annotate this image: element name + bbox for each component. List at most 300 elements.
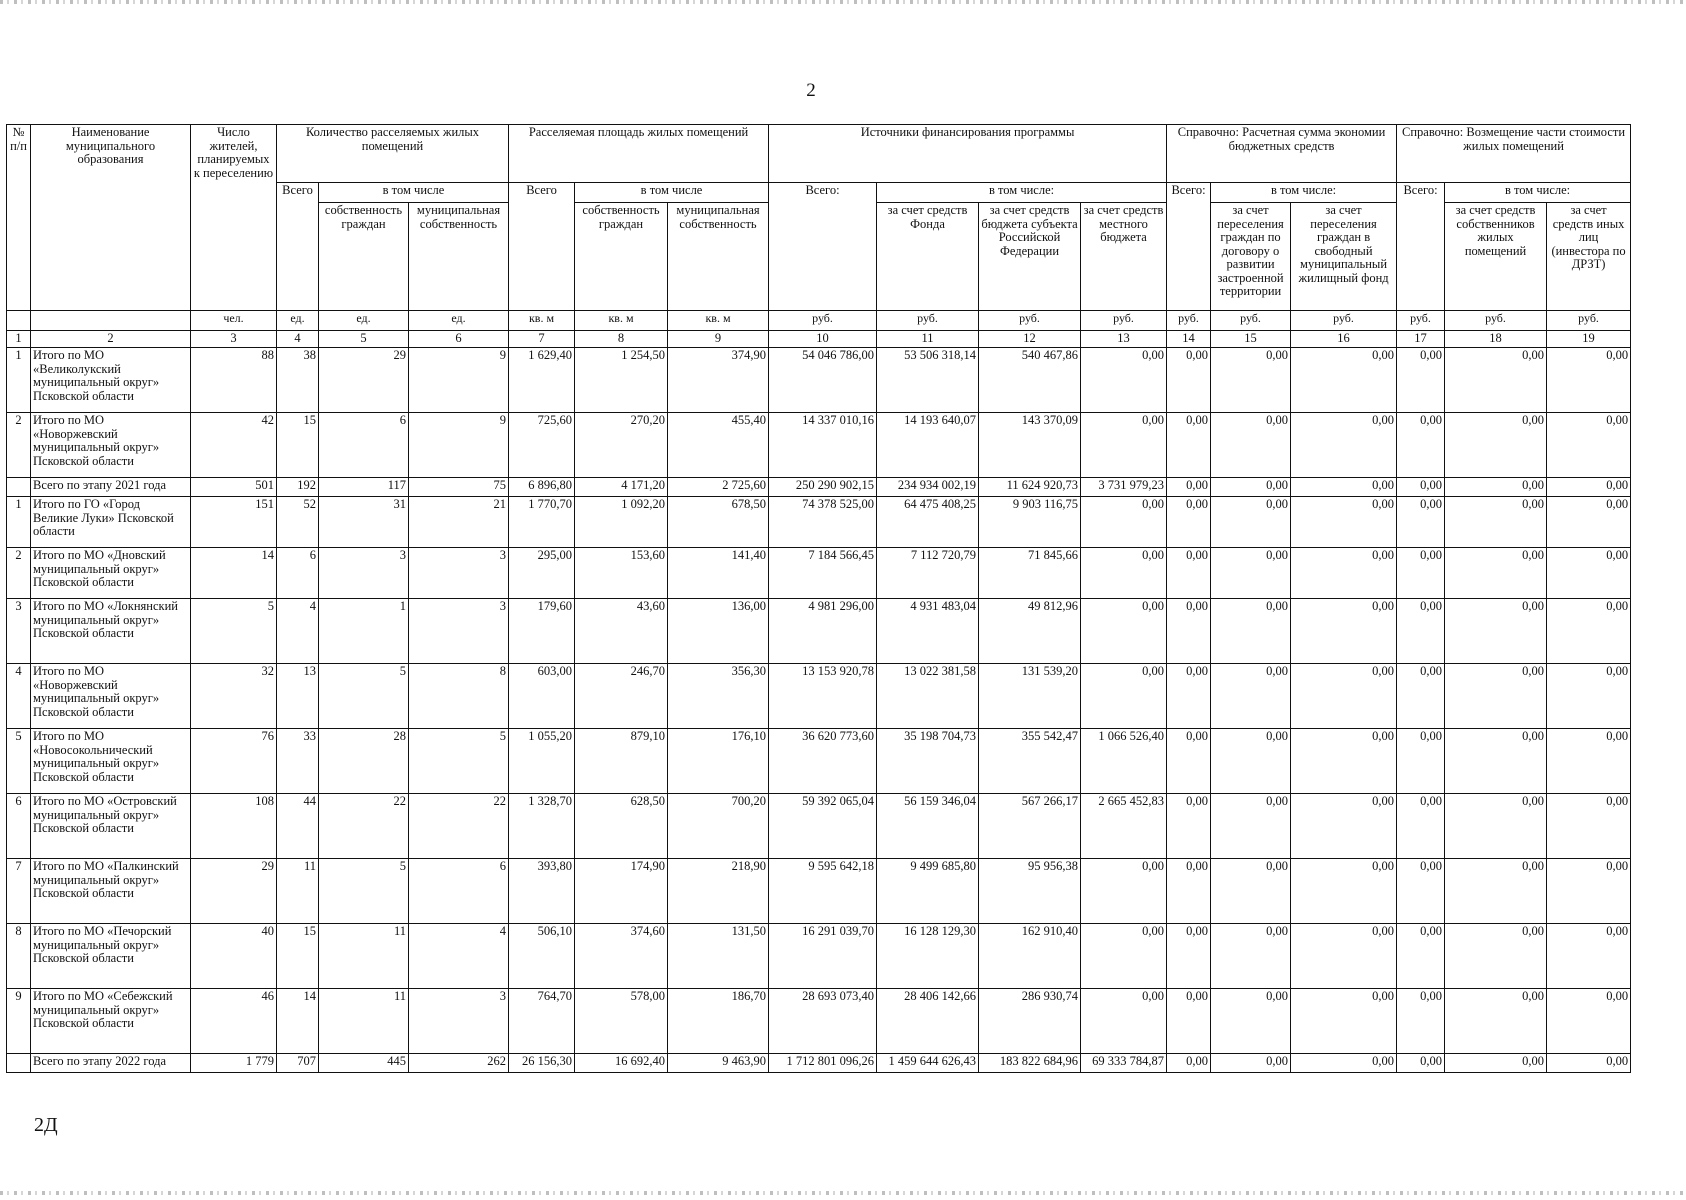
value-cell: 0,00 <box>1445 478 1547 497</box>
value-cell: 4 <box>409 924 509 989</box>
value-cell: 9 903 116,75 <box>979 497 1081 548</box>
value-cell: 0,00 <box>1211 348 1291 413</box>
value-cell: 0,00 <box>1081 989 1167 1054</box>
column-number: 8 <box>575 331 668 348</box>
units-cell: руб. <box>1547 311 1631 331</box>
units-cell: ед. <box>277 311 319 331</box>
table-row <box>7 664 1631 729</box>
value-cell: 250 290 902,15 <box>769 478 877 497</box>
value-cell: 143 370,09 <box>979 413 1081 478</box>
header-col-no: № п/п <box>7 125 31 311</box>
value-cell: 0,00 <box>1291 478 1397 497</box>
header-comp-owners: за счет средств собственников жилых помещений <box>1445 203 1547 311</box>
value-cell: 31 <box>319 497 409 548</box>
table-row <box>7 859 1631 924</box>
municipality-name: Итого по МО «Печорский муниципальный округ» Псковской области <box>31 924 191 989</box>
value-cell: 179,60 <box>509 599 575 664</box>
table-row <box>7 794 1631 859</box>
table-body <box>7 348 1631 1073</box>
value-cell: 603,00 <box>509 664 575 729</box>
header-sources-regional: за счет средств бюджета субъекта Российской Федерации <box>979 203 1081 311</box>
value-cell: 0,00 <box>1397 348 1445 413</box>
value-cell: 0,00 <box>1445 729 1547 794</box>
value-cell: 0,00 <box>1547 478 1631 497</box>
value-cell: 9 <box>409 413 509 478</box>
value-cell: 700,20 <box>668 794 769 859</box>
value-cell: 16 128 129,30 <box>877 924 979 989</box>
row-number: 3 <box>7 599 31 664</box>
column-number: 2 <box>31 331 191 348</box>
column-number: 19 <box>1547 331 1631 348</box>
column-number: 13 <box>1081 331 1167 348</box>
column-number: 1 <box>7 331 31 348</box>
value-cell: 1 066 526,40 <box>1081 729 1167 794</box>
value-cell: 16 692,40 <box>575 1054 668 1073</box>
table-total-row <box>7 478 1631 497</box>
value-cell: 33 <box>277 729 319 794</box>
value-cell: 0,00 <box>1291 664 1397 729</box>
value-cell: 0,00 <box>1547 989 1631 1054</box>
value-cell: 26 156,30 <box>509 1054 575 1073</box>
value-cell: 49 812,96 <box>979 599 1081 664</box>
value-cell: 22 <box>319 794 409 859</box>
value-cell: 0,00 <box>1167 548 1211 599</box>
column-number: 16 <box>1291 331 1397 348</box>
value-cell: 1 779 <box>191 1054 277 1073</box>
value-cell: 356,30 <box>668 664 769 729</box>
value-cell: 0,00 <box>1397 859 1445 924</box>
value-cell: 0,00 <box>1167 989 1211 1054</box>
column-number: 15 <box>1211 331 1291 348</box>
value-cell: 0,00 <box>1211 664 1291 729</box>
row-number <box>7 1054 31 1073</box>
row-number: 8 <box>7 924 31 989</box>
value-cell: 131 539,20 <box>979 664 1081 729</box>
scan-noise-bottom <box>0 1191 1686 1195</box>
row-number: 6 <box>7 794 31 859</box>
column-number: 10 <box>769 331 877 348</box>
footer-code: 2Д <box>34 1114 58 1136</box>
value-cell: 5 <box>191 599 277 664</box>
value-cell: 234 934 002,19 <box>877 478 979 497</box>
value-cell: 186,70 <box>668 989 769 1054</box>
units-cell: чел. <box>191 311 277 331</box>
value-cell: 108 <box>191 794 277 859</box>
table-row <box>7 413 1631 478</box>
value-cell: 64 475 408,25 <box>877 497 979 548</box>
row-number: 4 <box>7 664 31 729</box>
value-cell: 9 499 685,80 <box>877 859 979 924</box>
value-cell: 46 <box>191 989 277 1054</box>
header-savings-free-fund: за счет переселения граждан в свободный муниципальный жилищный фонд <box>1291 203 1397 311</box>
value-cell: 9 463,90 <box>668 1054 769 1073</box>
value-cell: 131,50 <box>668 924 769 989</box>
value-cell: 0,00 <box>1547 497 1631 548</box>
value-cell: 262 <box>409 1054 509 1073</box>
value-cell: 35 198 704,73 <box>877 729 979 794</box>
value-cell: 0,00 <box>1445 548 1547 599</box>
value-cell: 3 <box>319 548 409 599</box>
value-cell: 0,00 <box>1211 548 1291 599</box>
value-cell: 52 <box>277 497 319 548</box>
value-cell: 5 <box>409 729 509 794</box>
value-cell: 4 <box>277 599 319 664</box>
column-number: 7 <box>509 331 575 348</box>
value-cell: 6 <box>319 413 409 478</box>
header-savings-dev-agreement: за счет переселения граждан по договору о развитии застроенной территории <box>1211 203 1291 311</box>
value-cell: 0,00 <box>1081 599 1167 664</box>
header-units-municipal: муниципальная собственность <box>409 203 509 311</box>
header-group-sources: Источники финансирования программы <box>769 125 1167 183</box>
table-row <box>7 548 1631 599</box>
value-cell: 0,00 <box>1397 413 1445 478</box>
value-cell: 0,00 <box>1291 924 1397 989</box>
table-row <box>7 348 1631 413</box>
column-number: 5 <box>319 331 409 348</box>
value-cell: 0,00 <box>1397 548 1445 599</box>
value-cell: 1 092,20 <box>575 497 668 548</box>
value-cell: 0,00 <box>1167 859 1211 924</box>
value-cell: 0,00 <box>1211 924 1291 989</box>
value-cell: 725,60 <box>509 413 575 478</box>
municipality-name: Итого по МО «Великолукский муниципальный округ» Псковской области <box>31 348 191 413</box>
value-cell: 0,00 <box>1445 599 1547 664</box>
value-cell: 218,90 <box>668 859 769 924</box>
value-cell: 56 159 346,04 <box>877 794 979 859</box>
value-cell: 7 112 720,79 <box>877 548 979 599</box>
value-cell: 14 <box>191 548 277 599</box>
value-cell: 71 845,66 <box>979 548 1081 599</box>
value-cell: 0,00 <box>1291 729 1397 794</box>
value-cell: 28 <box>319 729 409 794</box>
value-cell: 567 266,17 <box>979 794 1081 859</box>
header-area-municipal: муниципальная собственность <box>668 203 769 311</box>
value-cell: 13 <box>277 664 319 729</box>
value-cell: 0,00 <box>1211 729 1291 794</box>
value-cell: 15 <box>277 924 319 989</box>
header-units-total: Всего <box>277 183 319 311</box>
municipality-name: Итого по ГО «Город Великие Луки» Псковской области <box>31 497 191 548</box>
row-number: 2 <box>7 413 31 478</box>
header-sources-fund: за счет средств Фонда <box>877 203 979 311</box>
header-comp-including: в том числе: <box>1445 183 1631 203</box>
value-cell: 32 <box>191 664 277 729</box>
value-cell: 153,60 <box>575 548 668 599</box>
value-cell: 393,80 <box>509 859 575 924</box>
value-cell: 11 <box>319 989 409 1054</box>
value-cell: 0,00 <box>1291 413 1397 478</box>
value-cell: 183 822 684,96 <box>979 1054 1081 1073</box>
municipality-name: Итого по МО «Новоржевский муниципальный округ» Псковской области <box>31 413 191 478</box>
municipality-name: Итого по МО «Себежский муниципальный округ» Псковской области <box>31 989 191 1054</box>
value-cell: 1 328,70 <box>509 794 575 859</box>
resettlement-table <box>6 124 1631 1073</box>
value-cell: 374,90 <box>668 348 769 413</box>
units-cell <box>7 311 31 331</box>
value-cell: 29 <box>191 859 277 924</box>
table-row <box>7 599 1631 664</box>
value-cell: 14 <box>277 989 319 1054</box>
units-cell: ед. <box>319 311 409 331</box>
value-cell: 0,00 <box>1397 989 1445 1054</box>
municipality-name: Итого по МО «Островский муниципальный округ» Псковской области <box>31 794 191 859</box>
value-cell: 3 <box>409 989 509 1054</box>
value-cell: 15 <box>277 413 319 478</box>
value-cell: 678,50 <box>668 497 769 548</box>
value-cell: 0,00 <box>1445 1054 1547 1073</box>
column-numbers-row <box>7 331 1631 348</box>
column-number: 3 <box>191 331 277 348</box>
value-cell: 28 693 073,40 <box>769 989 877 1054</box>
column-number: 6 <box>409 331 509 348</box>
value-cell: 1 055,20 <box>509 729 575 794</box>
row-number: 1 <box>7 497 31 548</box>
value-cell: 0,00 <box>1445 497 1547 548</box>
value-cell: 0,00 <box>1445 664 1547 729</box>
value-cell: 0,00 <box>1081 664 1167 729</box>
value-cell: 707 <box>277 1054 319 1073</box>
value-cell: 0,00 <box>1081 859 1167 924</box>
table-total-row <box>7 1054 1631 1073</box>
value-cell: 0,00 <box>1081 548 1167 599</box>
value-cell: 2 725,60 <box>668 478 769 497</box>
value-cell: 374,60 <box>575 924 668 989</box>
header-units-including: в том числе <box>319 183 509 203</box>
value-cell: 53 506 318,14 <box>877 348 979 413</box>
value-cell: 270,20 <box>575 413 668 478</box>
value-cell: 0,00 <box>1211 413 1291 478</box>
units-cell: кв. м <box>575 311 668 331</box>
value-cell: 75 <box>409 478 509 497</box>
value-cell: 11 <box>277 859 319 924</box>
header-units-citizens: собственность граждан <box>319 203 409 311</box>
value-cell: 0,00 <box>1291 989 1397 1054</box>
header-group-savings: Справочно: Расчетная сумма экономии бюджетных средств <box>1167 125 1397 183</box>
column-number: 14 <box>1167 331 1211 348</box>
value-cell: 151 <box>191 497 277 548</box>
value-cell: 0,00 <box>1547 1054 1631 1073</box>
value-cell: 0,00 <box>1397 497 1445 548</box>
value-cell: 0,00 <box>1167 729 1211 794</box>
units-cell: руб. <box>1291 311 1397 331</box>
header-col-residents: Число жителей, планируемых к переселению <box>191 125 277 311</box>
value-cell: 0,00 <box>1211 497 1291 548</box>
header-savings-total: Всего: <box>1167 183 1211 311</box>
header-comp-investor: за счет средств иных лиц (инвестора по ДРЗТ) <box>1547 203 1631 311</box>
table-row <box>7 989 1631 1054</box>
value-cell: 1 <box>319 599 409 664</box>
value-cell: 6 <box>409 859 509 924</box>
header-area-citizens: собственность граждан <box>575 203 668 311</box>
value-cell: 0,00 <box>1397 924 1445 989</box>
value-cell: 764,70 <box>509 989 575 1054</box>
value-cell: 0,00 <box>1547 794 1631 859</box>
value-cell: 40 <box>191 924 277 989</box>
column-number: 12 <box>979 331 1081 348</box>
units-cell: руб. <box>1211 311 1291 331</box>
value-cell: 0,00 <box>1081 413 1167 478</box>
value-cell: 95 956,38 <box>979 859 1081 924</box>
municipality-name: Итого по МО «Новосокольнический муниципальный округ» Псковской области <box>31 729 191 794</box>
value-cell: 0,00 <box>1081 348 1167 413</box>
value-cell: 117 <box>319 478 409 497</box>
value-cell: 162 910,40 <box>979 924 1081 989</box>
value-cell: 0,00 <box>1167 348 1211 413</box>
value-cell: 29 <box>319 348 409 413</box>
value-cell: 0,00 <box>1167 497 1211 548</box>
header-col-name: Наименование муниципального образования <box>31 125 191 311</box>
column-number: 4 <box>277 331 319 348</box>
value-cell: 0,00 <box>1547 729 1631 794</box>
value-cell: 7 184 566,45 <box>769 548 877 599</box>
table-row <box>7 924 1631 989</box>
value-cell: 9 595 642,18 <box>769 859 877 924</box>
row-number: 2 <box>7 548 31 599</box>
value-cell: 0,00 <box>1291 794 1397 859</box>
scan-noise-top <box>0 0 1686 4</box>
value-cell: 4 171,20 <box>575 478 668 497</box>
value-cell: 0,00 <box>1211 1054 1291 1073</box>
value-cell: 1 254,50 <box>575 348 668 413</box>
value-cell: 192 <box>277 478 319 497</box>
units-cell: руб. <box>1167 311 1211 331</box>
municipality-name: Всего по этапу 2022 года <box>31 1054 191 1073</box>
value-cell: 0,00 <box>1547 599 1631 664</box>
value-cell: 59 392 065,04 <box>769 794 877 859</box>
value-cell: 0,00 <box>1547 548 1631 599</box>
value-cell: 0,00 <box>1397 599 1445 664</box>
units-cell: руб. <box>1081 311 1167 331</box>
value-cell: 0,00 <box>1211 794 1291 859</box>
header-sources-local: за счет средств местного бюджета <box>1081 203 1167 311</box>
value-cell: 42 <box>191 413 277 478</box>
value-cell: 28 406 142,66 <box>877 989 979 1054</box>
page-number: 2 <box>806 80 816 101</box>
value-cell: 0,00 <box>1291 859 1397 924</box>
value-cell: 0,00 <box>1547 859 1631 924</box>
value-cell: 0,00 <box>1445 989 1547 1054</box>
column-number: 11 <box>877 331 979 348</box>
units-cell: руб. <box>769 311 877 331</box>
value-cell: 0,00 <box>1167 478 1211 497</box>
value-cell: 578,00 <box>575 989 668 1054</box>
row-number <box>7 478 31 497</box>
value-cell: 0,00 <box>1445 924 1547 989</box>
value-cell: 13 022 381,58 <box>877 664 979 729</box>
units-cell <box>31 311 191 331</box>
value-cell: 36 620 773,60 <box>769 729 877 794</box>
units-cell: руб. <box>1397 311 1445 331</box>
value-cell: 176,10 <box>668 729 769 794</box>
row-number: 5 <box>7 729 31 794</box>
units-cell: ед. <box>409 311 509 331</box>
value-cell: 88 <box>191 348 277 413</box>
value-cell: 0,00 <box>1547 664 1631 729</box>
value-cell: 0,00 <box>1397 794 1445 859</box>
value-cell: 445 <box>319 1054 409 1073</box>
units-row <box>7 311 1631 331</box>
column-number: 9 <box>668 331 769 348</box>
value-cell: 174,90 <box>575 859 668 924</box>
header-sources-total: Всего: <box>769 183 877 311</box>
value-cell: 1 770,70 <box>509 497 575 548</box>
units-cell: руб. <box>877 311 979 331</box>
value-cell: 43,60 <box>575 599 668 664</box>
value-cell: 4 931 483,04 <box>877 599 979 664</box>
value-cell: 44 <box>277 794 319 859</box>
value-cell: 0,00 <box>1291 548 1397 599</box>
value-cell: 3 <box>409 548 509 599</box>
value-cell: 6 <box>277 548 319 599</box>
value-cell: 0,00 <box>1081 497 1167 548</box>
header-area-including: в том числе <box>575 183 769 203</box>
column-number: 17 <box>1397 331 1445 348</box>
value-cell: 0,00 <box>1291 497 1397 548</box>
value-cell: 540 467,86 <box>979 348 1081 413</box>
value-cell: 11 <box>319 924 409 989</box>
table-row <box>7 729 1631 794</box>
value-cell: 0,00 <box>1167 794 1211 859</box>
row-number: 7 <box>7 859 31 924</box>
value-cell: 5 <box>319 859 409 924</box>
header-savings-including: в том числе: <box>1211 183 1397 203</box>
value-cell: 0,00 <box>1547 924 1631 989</box>
municipality-name: Итого по МО «Новоржевский муниципальный округ» Псковской области <box>31 664 191 729</box>
value-cell: 69 333 784,87 <box>1081 1054 1167 1073</box>
value-cell: 355 542,47 <box>979 729 1081 794</box>
value-cell: 0,00 <box>1397 1054 1445 1073</box>
value-cell: 0,00 <box>1211 599 1291 664</box>
table-header <box>7 125 1631 348</box>
value-cell: 21 <box>409 497 509 548</box>
value-cell: 38 <box>277 348 319 413</box>
value-cell: 0,00 <box>1547 348 1631 413</box>
value-cell: 506,10 <box>509 924 575 989</box>
value-cell: 22 <box>409 794 509 859</box>
value-cell: 8 <box>409 664 509 729</box>
value-cell: 0,00 <box>1167 1054 1211 1073</box>
value-cell: 13 153 920,78 <box>769 664 877 729</box>
value-cell: 0,00 <box>1167 413 1211 478</box>
value-cell: 11 624 920,73 <box>979 478 1081 497</box>
value-cell: 0,00 <box>1081 924 1167 989</box>
value-cell: 54 046 786,00 <box>769 348 877 413</box>
units-cell: руб. <box>979 311 1081 331</box>
value-cell: 0,00 <box>1445 859 1547 924</box>
value-cell: 0,00 <box>1547 413 1631 478</box>
units-cell: кв. м <box>668 311 769 331</box>
header-area-total: Всего <box>509 183 575 311</box>
value-cell: 3 <box>409 599 509 664</box>
value-cell: 286 930,74 <box>979 989 1081 1054</box>
value-cell: 0,00 <box>1167 924 1211 989</box>
value-cell: 0,00 <box>1445 348 1547 413</box>
value-cell: 16 291 039,70 <box>769 924 877 989</box>
header-group-compensation: Справочно: Возмещение части стоимости жилых помещений <box>1397 125 1631 183</box>
header-comp-total: Всего: <box>1397 183 1445 311</box>
value-cell: 9 <box>409 348 509 413</box>
value-cell: 1 459 644 626,43 <box>877 1054 979 1073</box>
header-sources-including: в том числе: <box>877 183 1167 203</box>
value-cell: 5 <box>319 664 409 729</box>
municipality-name: Итого по МО «Дновский муниципальный округ» Псковской области <box>31 548 191 599</box>
row-number: 9 <box>7 989 31 1054</box>
value-cell: 0,00 <box>1291 1054 1397 1073</box>
value-cell: 879,10 <box>575 729 668 794</box>
value-cell: 4 981 296,00 <box>769 599 877 664</box>
table-row <box>7 497 1631 548</box>
value-cell: 455,40 <box>668 413 769 478</box>
